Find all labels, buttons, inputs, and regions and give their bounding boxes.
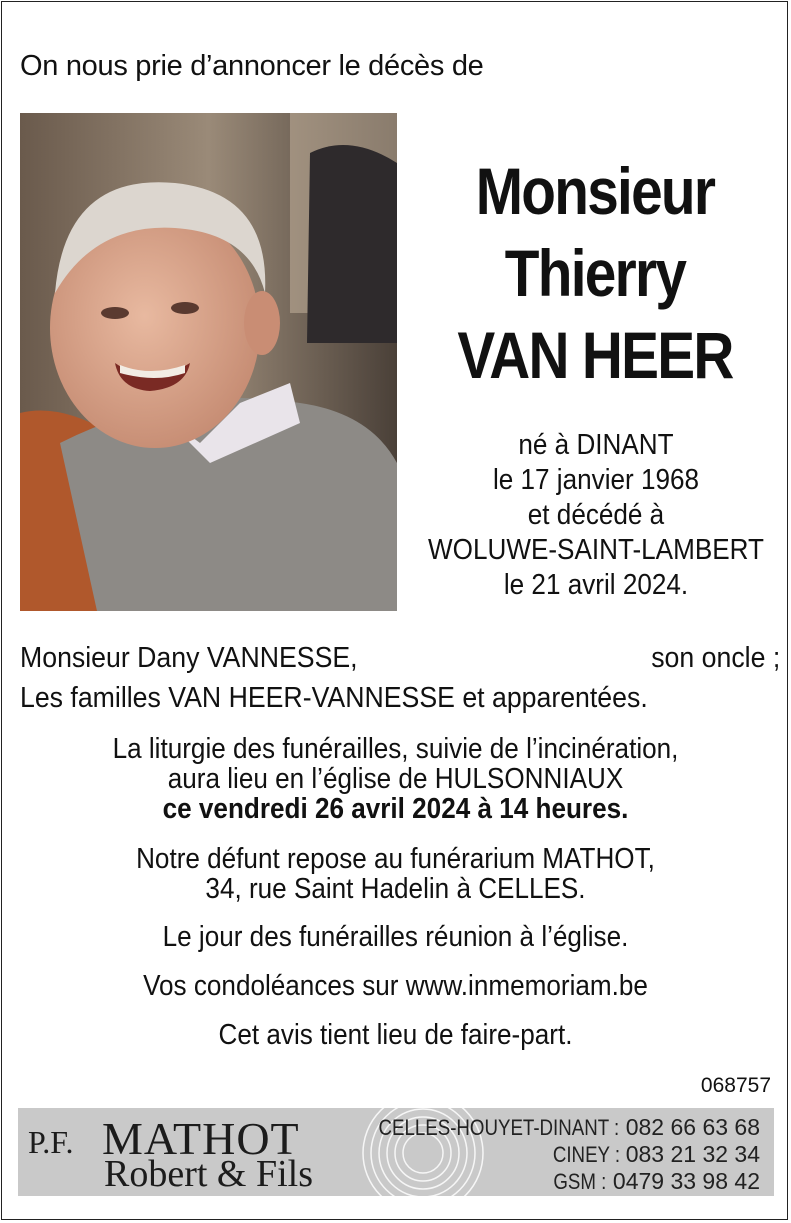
date-line: le 17 janvier 1968 xyxy=(492,464,700,496)
deceased-name xyxy=(400,150,790,396)
closing-line: Cet avis tient lieu de faire-part. xyxy=(218,1019,573,1051)
family-row xyxy=(20,678,780,718)
date-line: WOLUWE-SAINT-LAMBERT xyxy=(428,534,764,566)
contact-number: 083 21 32 34 xyxy=(625,1141,760,1167)
condolences-line: Vos condoléances sur www.inmemoriam.be xyxy=(143,970,648,1002)
funeral-home-banner xyxy=(18,1108,774,1196)
birth-death-dates xyxy=(400,428,791,603)
contact-label: CELLES-HOUYET-DINANT : xyxy=(378,1115,620,1140)
logo-name: MATHOT xyxy=(102,1113,300,1164)
family-row xyxy=(20,638,780,678)
family-member: Les familles VAN HEER-VANNESSE et apparentées. xyxy=(20,682,648,714)
family-member: Monsieur Dany VANNESSE, xyxy=(20,642,358,674)
name-line-last: VAN HEER xyxy=(457,318,733,392)
contact-row xyxy=(336,1114,760,1141)
name-line-title: Monsieur xyxy=(475,154,715,228)
contact-row xyxy=(336,1141,760,1168)
ceremony-line: aura lieu en l’église de HULSONNIAUX xyxy=(167,763,624,795)
portrait-photo xyxy=(20,113,397,611)
rest-line: 34, rue Saint Hadelin à CELLES. xyxy=(205,873,586,905)
reference-number: 068757 xyxy=(700,1074,771,1097)
contact-list xyxy=(336,1114,760,1195)
notice-body xyxy=(8,730,783,1050)
reunion-line: Le jour des funérailles réunion à l’église. xyxy=(162,921,629,953)
date-line: né à DINANT xyxy=(518,429,674,461)
logo-subtitle: Robert & Fils xyxy=(104,1153,314,1195)
family-list xyxy=(20,638,780,718)
contact-row xyxy=(336,1168,760,1195)
intro-text: On nous prie d’annoncer le décès de xyxy=(20,50,484,82)
ceremony-date: ce vendredi 26 avril 2024 à 14 heures. xyxy=(162,793,629,825)
contact-number: 0479 33 98 42 xyxy=(612,1168,760,1194)
rest-line: Notre défunt repose au funérarium MATHOT, xyxy=(136,843,655,875)
date-line: et décédé à xyxy=(527,499,665,531)
contact-number: 082 66 63 68 xyxy=(625,1114,760,1140)
contact-label: CINEY : xyxy=(552,1142,620,1167)
name-line-first: Thierry xyxy=(504,236,686,310)
ceremony-line: La liturgie des funérailles, suivie de l’incinération, xyxy=(112,733,679,765)
family-relation: son oncle ; xyxy=(650,642,780,674)
funeral-home-logo xyxy=(28,1108,358,1196)
contact-label: GSM : xyxy=(553,1169,607,1194)
logo-prefix: P.F. xyxy=(28,1124,74,1160)
date-line: le 21 avril 2024. xyxy=(503,569,689,601)
